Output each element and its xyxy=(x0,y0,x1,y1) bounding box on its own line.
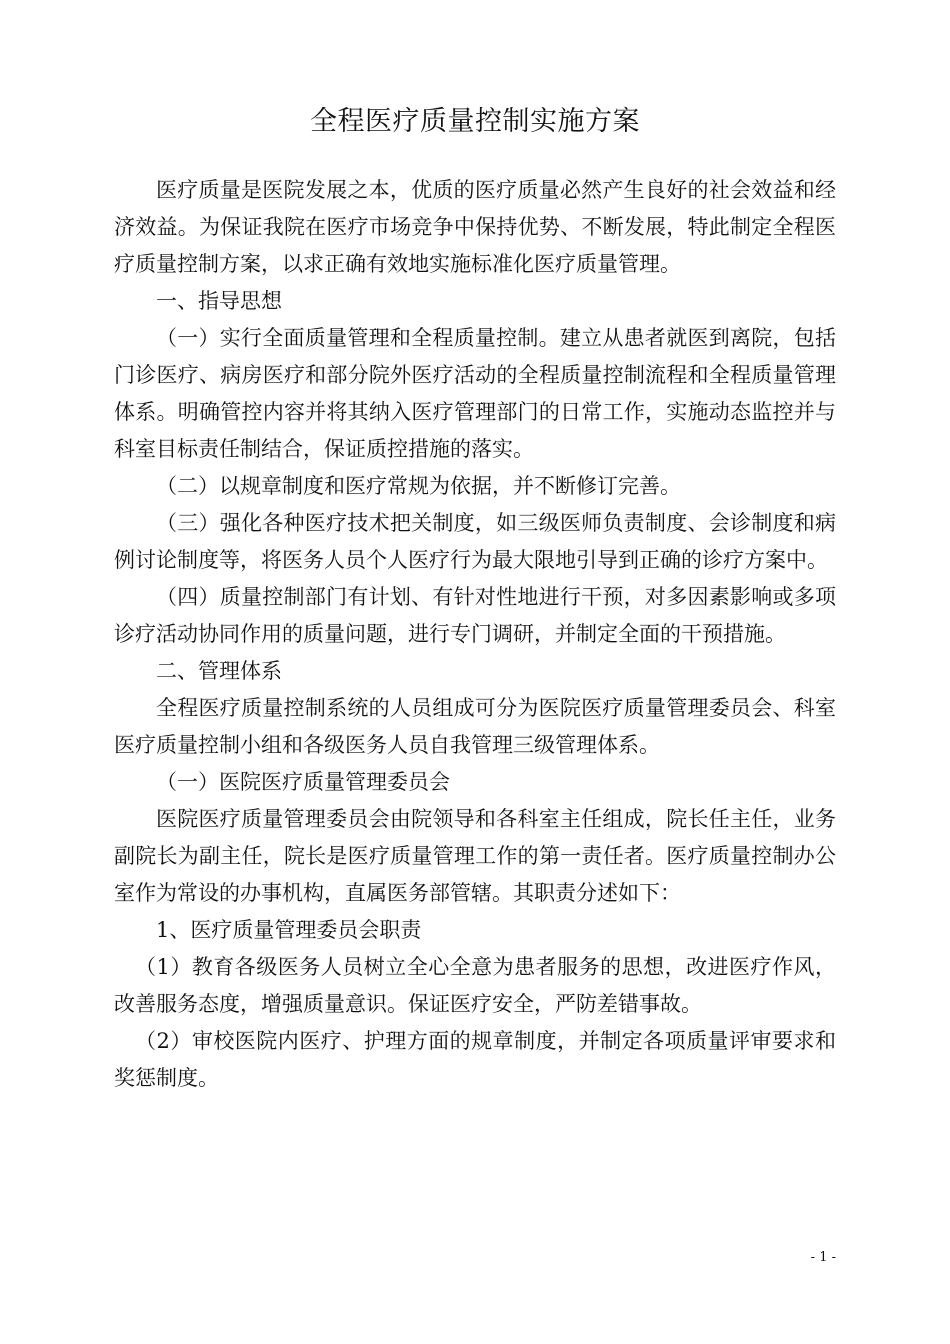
document-title: 全程医疗质量控制实施方案 xyxy=(310,106,640,137)
paragraph-1-4: （四）质量控制部门有计划、有针对性地进行干预，对多因素影响或多项诊疗活动协同作用的质量问题，进行专门调研，并制定全面的干预措施。 xyxy=(114,585,836,646)
paragraph-2-1: 医院医疗质量管理委员会由院领导和各科室主任组成，院长任主任，业务副院长为副主任，院长是医疗质量管理工作的第一责任者。医疗质量控制办公室作为常设的办事机构，直属医务部管辖。其职责分述如下： xyxy=(114,807,836,905)
paragraph-2-intro: 全程医疗质量控制系统的人员组成可分为医院医疗质量管理委员会、科室医疗质量控制小组和各级医务人员自我管理三级管理体系。 xyxy=(114,696,836,757)
section-heading-1: 一、指导思想 xyxy=(156,289,282,313)
subsection-heading-2-1: （一）医院医疗质量管理委员会 xyxy=(156,770,450,794)
section-heading-2: 二、管理体系 xyxy=(156,659,282,683)
item-heading-1: 1、医疗质量管理委员会职责 xyxy=(156,918,422,942)
list-item-1: （1）教育各级医务人员树立全心全意为患者服务的思想，改进医疗作风，改善服务态度，增强质量意识。保证医疗安全，严防差错事故。 xyxy=(114,955,836,1016)
list-item-2: （2）审校医院内医疗、护理方面的规章制度，并制定各项质量评审要求和奖惩制度。 xyxy=(114,1029,836,1090)
page-number: - 1 - xyxy=(810,1250,836,1265)
paragraph-1-2: （二）以规章制度和医疗常规为依据，并不断修订完善。 xyxy=(156,474,681,498)
document-body xyxy=(114,172,836,1097)
intro-paragraph: 医疗质量是医院发展之本，优质的医疗质量必然产生良好的社会效益和经济效益。为保证我院在医疗市场竞争中保持优势、不断发展，特此制定全程医疗质量控制方案，以求正确有效地实施标准化医疗质量管理。 xyxy=(114,178,836,276)
paragraph-1-3: （三）强化各种医疗技术把关制度，如三级医师负责制度、会诊制度和病例讨论制度等，将医务人员个人医疗行为最大限地引导到正确的诊疗方案中。 xyxy=(114,511,836,572)
paragraph-1-1: （一）实行全面质量管理和全程质量控制。建立从患者就医到离院，包括门诊医疗、病房医疗和部分院外医疗活动的全程质量控制流程和全程质量管理体系。明确管控内容并将其纳入医疗管理部门的日常工作，实施动态监控并与科室目标责任制结合，保证质控措施的落实。 xyxy=(114,326,836,461)
